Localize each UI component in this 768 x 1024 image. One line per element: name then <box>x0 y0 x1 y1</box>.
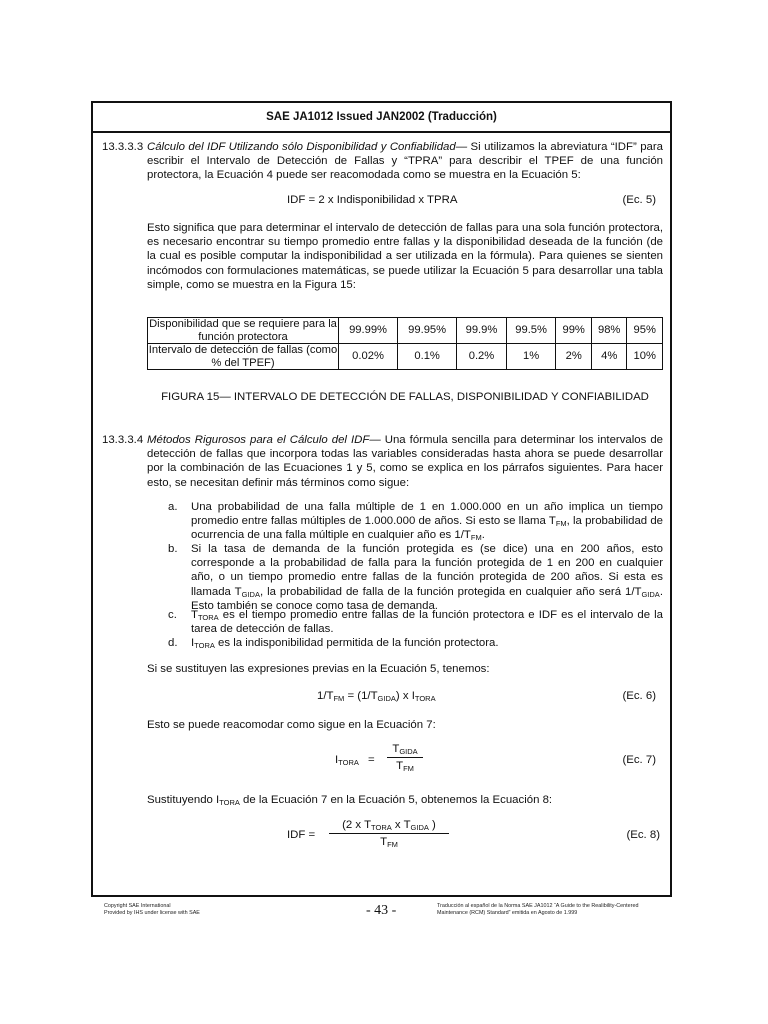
list-item-text: , la probabilidad de falla de la función protegida en cualquier año será 1/T <box>259 585 642 598</box>
list-marker: c. <box>168 609 177 621</box>
fraction-bar <box>329 833 449 834</box>
paragraph: Si se sustituyen las expresiones previas en la Ecuación 5, tenemos: <box>147 663 490 675</box>
subscript: GIDA <box>641 589 660 599</box>
subscript: TORA <box>197 613 219 622</box>
fraction-numerator <box>387 743 423 755</box>
table-row <box>148 344 663 370</box>
table-cell: 98% <box>591 318 627 344</box>
equation-term: T <box>396 760 404 772</box>
equation-term: 1/T <box>317 690 334 702</box>
equation-term: ) x I <box>395 690 415 702</box>
footer-license: Provided by IHS under license with SAE <box>104 909 200 916</box>
paragraph-text: Sustituyendo I <box>147 794 220 806</box>
table-cell: 99.9% <box>457 318 507 344</box>
subscript: FM <box>555 519 567 529</box>
subscript: TORA <box>414 694 436 703</box>
equation-5-label: (Ec. 5) <box>622 194 656 206</box>
subscript: TORA <box>194 641 215 650</box>
equation-5: IDF = 2 x Indisponibilidad x TPRA <box>287 194 458 206</box>
equation-8-label: (Ec. 8) <box>626 829 660 841</box>
footer-translation-note-2: Maintenance (RCM) Standard” emitida en Agosto de 1.999 <box>437 909 578 916</box>
section-heading: Cálculo del IDF Utilizando sólo Disponibilidad y Confiabilidad— <box>147 141 468 153</box>
equation-term: = (1/T <box>344 690 378 702</box>
fraction-denominator <box>329 836 449 848</box>
equation-7-lhs <box>335 754 359 766</box>
footer-left <box>104 903 304 916</box>
subscript: TORA <box>371 823 392 832</box>
fraction-denominator <box>387 760 423 772</box>
list-marker: a. <box>168 501 178 513</box>
availability-table <box>147 317 663 370</box>
list-item-text: Si la tasa de demanda de la función protegida es (se dice) una en 200 años, esto corresponde a la probabilidad de falla para la función protegida de 1 en 200 en cualquier año, o un tiempo promedio entre fallas de la función protegida de 200 años. Si esta es llamada T <box>191 543 663 598</box>
equation-term: x T <box>391 819 411 831</box>
list-item <box>191 608 663 636</box>
subscript: GIDA <box>377 694 396 703</box>
list-item-text: I <box>191 637 195 649</box>
section-intro-text: Una fórmula sencilla para determinar los intervalos de detección de fallas que incorpora todas las variables consideradas hasta ahora se puede desarrollar por la combinación de las Ecuaciones 1 y 5, como se explica en los párrafos siguientes. Para hacer esto, se necesitan definir más términos como sigue: <box>147 434 663 489</box>
paragraph <box>147 793 552 807</box>
subscript: FM <box>470 533 482 543</box>
table-cell: 99.99% <box>339 318 398 344</box>
list-marker: d. <box>168 637 178 649</box>
paragraph-text: de la Ecuación 7 en la Ecuación 5, obtenemos la Ecuación 8: <box>239 794 553 806</box>
subscript: GIDA <box>241 589 260 599</box>
equation-term: T <box>380 836 388 848</box>
table-cell: 99% <box>556 318 592 344</box>
equation-7-fraction <box>387 743 423 772</box>
subscript: TORA <box>219 798 240 807</box>
table-cell: 1% <box>506 344 556 370</box>
fraction-numerator <box>329 819 449 831</box>
paragraph: Esto se puede reacomodar como sigue en la Ecuación 7: <box>147 719 436 731</box>
figure-caption: FIGURA 15— INTERVALO DE DETECCIÓN DE FALLAS, DISPONIBILIDAD Y CONFIABILIDAD <box>161 391 649 403</box>
equation-8-fraction <box>329 819 449 848</box>
table-cell-label: Intervalo de detección de fallas (como % del TPEF) <box>148 344 338 369</box>
table-row <box>148 318 663 344</box>
table-cell: 99.95% <box>398 318 457 344</box>
section-heading: Métodos Rigurosos para el Cálculo del IDF— <box>147 434 381 446</box>
subscript: FM <box>403 764 414 773</box>
fraction-bar <box>387 757 423 758</box>
table-cell: 0.1% <box>398 344 457 370</box>
equation-term: I <box>335 754 339 766</box>
list-item <box>191 542 663 613</box>
subscript: TORA <box>338 758 359 767</box>
list-item <box>191 636 663 650</box>
equation-term: (2 x T <box>342 819 372 831</box>
equation-6 <box>317 690 436 702</box>
equation-6-label: (Ec. 6) <box>622 690 656 702</box>
list-item-text: Una probabilidad de una falla múltiple de 1 en 1.000.000 en un año implica un tiempo promedio entre fallas múltiples de 1.000.000 de años. Si esto se llama T <box>191 501 663 528</box>
paragraph: Esto significa que para determinar el intervalo de detección de fallas para una sola función protectora, es necesario encontrar su tiempo promedio entre fallas y la disponibilidad deseada de la función (de la cual es posible computar la indisponibilidad a ser utilizada en la fórmula). Para quienes se sienten incómodos con formulaciones matemáticas, se puede utilizar la Ecuación 5 para desarrollar una tabla simple, como se muestra en la Figura 15: <box>147 222 663 291</box>
list-item <box>191 500 663 543</box>
section-number: 13.3.3.4 <box>102 434 144 446</box>
footer-copyright: Copyright SAE International <box>104 903 171 909</box>
table-cell-label: Disponibilidad que se requiere para la función protectora <box>149 318 337 343</box>
document-frame <box>91 101 672 897</box>
subscript: GIDA <box>399 747 418 756</box>
subscript: GIDA <box>410 823 429 832</box>
footer-right <box>437 903 677 916</box>
table-cell: 4% <box>591 344 627 370</box>
section-number: 13.3.3.3 <box>102 141 144 153</box>
footer-translation-note: Traducción al español de la Norma SAE JA1012 “A Guide to the Realibility-Centered <box>437 903 639 909</box>
table-cell: 95% <box>627 318 663 344</box>
list-item-text: . Esto también se conoce como tasa de demanda. <box>191 585 663 612</box>
table-cell: 2% <box>556 344 592 370</box>
equation-term: T <box>392 743 400 755</box>
table-cell: 10% <box>627 344 663 370</box>
list-item-text: es la indisponibilidad permitida de la función protectora. <box>214 637 499 649</box>
table-cell: 0.2% <box>457 344 507 370</box>
section-intro-text: Si utilizamos la abreviatura “IDF” para escribir el Intervalo de Detección de Fallas y “TPRA” para describir el TPEF de una función protectora, la Ecuación 4 puede ser reacomodada como se muestra en la Ecuación 5: <box>147 141 664 182</box>
list-marker: b. <box>168 543 178 555</box>
list-item-text: T <box>191 609 198 621</box>
list-item-text: es el tiempo promedio entre fallas de la función protectora e IDF es el intervalo de la tarea de detección de fallas. <box>191 609 663 636</box>
page-header-title: SAE JA1012 Issued JAN2002 (Traducción) <box>93 103 670 133</box>
list-item-text: . <box>481 529 485 542</box>
list-item-text: , la probabilidad de ocurrencia de una falla múltiple en cualquier año es 1/T <box>191 515 663 542</box>
subscript: FM <box>387 840 398 849</box>
subscript: FM <box>333 694 345 703</box>
table-cell: 99.5% <box>506 318 556 344</box>
table-cell: 0.02% <box>339 344 398 370</box>
page-number: - 43 - <box>366 903 397 918</box>
equation-7-label: (Ec. 7) <box>622 754 656 766</box>
equation-7-equals: = <box>368 754 375 766</box>
section-intro <box>147 433 663 490</box>
equation-term: ) <box>428 819 436 831</box>
section-intro <box>147 140 663 183</box>
equation-8-lhs: IDF = <box>287 829 316 841</box>
